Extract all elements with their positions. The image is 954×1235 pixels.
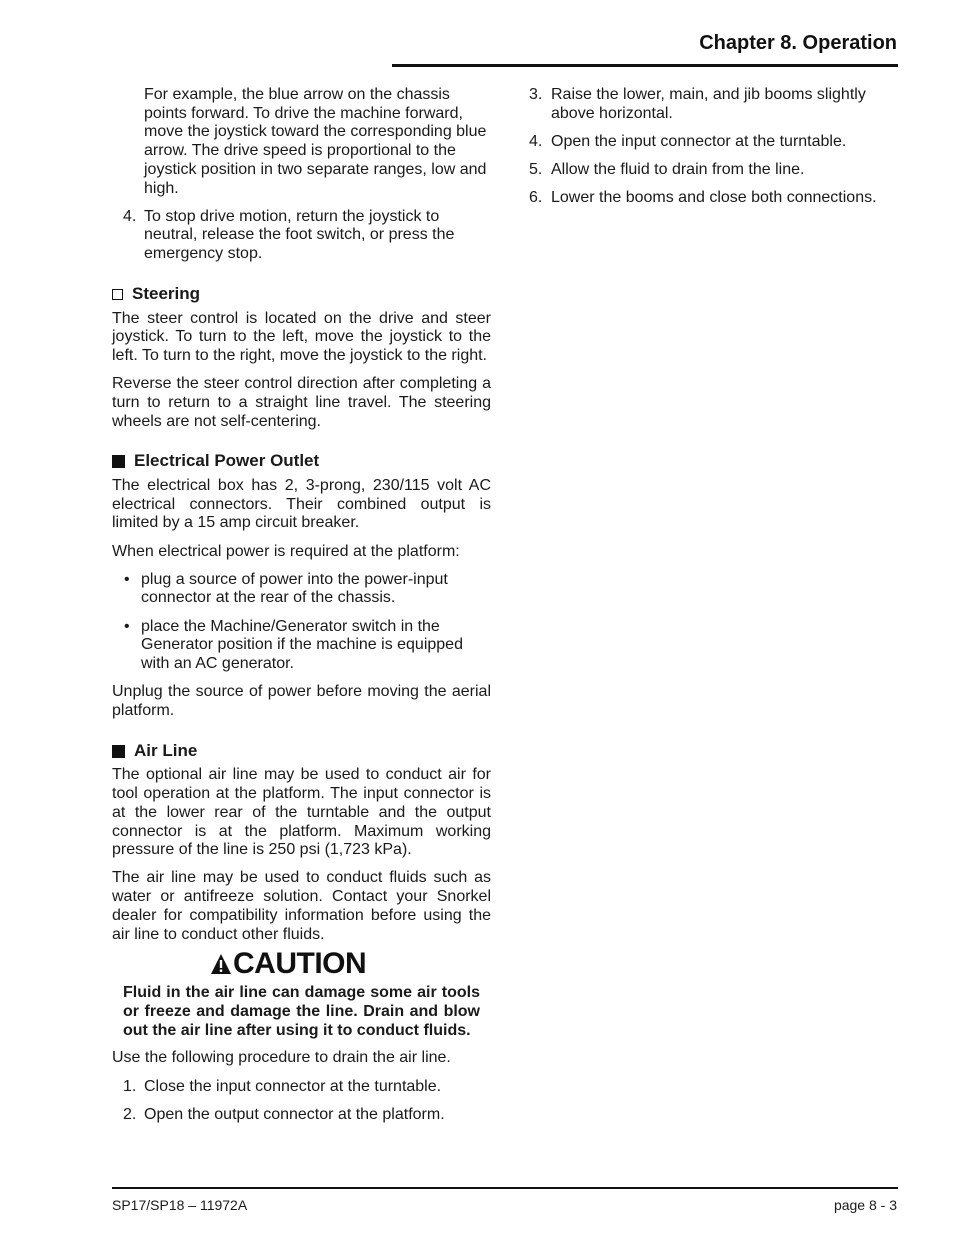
square-bullet-icon <box>112 455 125 468</box>
page-number: page 8 - 3 <box>833 1197 897 1213</box>
step-text: Close the input connector at the turntable. <box>144 1077 442 1095</box>
step-text: Lower the booms and close both connections. <box>551 189 877 207</box>
caution-text: Fluid in the air line can damage some air tools or freeze and damage the line. Drain and blow out the air line after using it to conduct fluids. <box>123 984 480 1039</box>
bullet-icon: • <box>124 617 130 635</box>
right-column <box>529 86 899 218</box>
heading-label: Air Line <box>134 740 198 760</box>
step-number: 6. <box>529 189 543 207</box>
heading-label: Steering <box>132 283 201 303</box>
checkbox-icon <box>112 289 123 300</box>
drive-intro-paragraph: For example, the blue arrow on the chassis points forward. To drive the machine forward, move the joystick toward the corresponding blue arrow. The drive speed is proportional to the joystick position in two separate ranges, low and high. <box>144 86 487 197</box>
heading-label: Electrical Power Outlet <box>134 451 320 471</box>
drain-step <box>529 161 899 180</box>
drain-step <box>529 86 899 123</box>
air-line-heading <box>112 742 491 761</box>
outlet-paragraph-3: Unplug the source of power before moving the aerial platform. <box>112 683 491 719</box>
header-rule <box>392 64 898 67</box>
outlet-paragraph-2: When electrical power is required at the platform: <box>112 542 460 560</box>
air-line-paragraph-2: The air line may be used to conduct fluids such as water or antifreeze solution. Contact your Snorkel dealer for compatibility information before using the air line to conduct other fluids. <box>112 869 491 943</box>
air-line-paragraph-1: The optional air line may be used to conduct air for tool operation at the platform. The input connector is at the lower rear of the turntable and the output connector is at the platform. Maximum working pressure of the line is 250 psi (1,723 kPa). <box>112 766 491 859</box>
list-item-text: place the Machine/Generator switch in the Generator position if the machine is equipped with an AC generator. <box>141 617 463 673</box>
drain-step <box>529 133 899 152</box>
drain-step <box>529 189 899 208</box>
step-number: 1. <box>123 1077 137 1095</box>
step-text: Allow the fluid to drain from the line. <box>551 161 805 179</box>
list-item <box>112 618 491 674</box>
warning-triangle-icon <box>210 953 232 975</box>
electrical-outlet-heading <box>112 452 491 471</box>
drain-step <box>112 1106 491 1125</box>
step-number: 3. <box>529 86 543 103</box>
step-text: Open the input connector at the turntable. <box>551 132 847 150</box>
square-bullet-icon <box>112 745 125 758</box>
step-number: 2. <box>123 1105 137 1123</box>
caution-word: CAUTION <box>233 946 367 980</box>
chapter-title: Chapter 8. Operation <box>699 32 897 54</box>
steering-heading <box>112 285 491 304</box>
step-text: To stop drive motion, return the joystick to neutral, release the foot switch, or press the emergency stop. <box>144 207 455 263</box>
left-column <box>112 86 491 1134</box>
outlet-paragraph-1: The electrical box has 2, 3-prong, 230/115 volt AC electrical connectors. Their combined output is limited by a 15 amp circuit breaker. <box>112 476 491 532</box>
bullet-icon: • <box>124 570 130 588</box>
step-text: Raise the lower, main, and jib booms slightly above horizontal. <box>551 86 866 122</box>
steering-paragraph-2: Reverse the steer control direction after completing a turn to return to a straight line travel. The steering wheels are not self-centering. <box>112 375 491 430</box>
step-text: Open the output connector at the platform. <box>144 1105 445 1123</box>
footer-rule <box>112 1187 898 1189</box>
caution-banner <box>112 948 491 980</box>
steering-paragraph-1: The steer control is located on the drive and steer joystick. To turn to the left, move the joystick to the left. To turn to the right, move the joystick to the right. <box>112 309 491 364</box>
step-number: 5. <box>529 161 543 179</box>
list-item <box>112 571 491 608</box>
drain-step <box>112 1078 491 1097</box>
step-4 <box>112 208 491 264</box>
list-item-text: plug a source of power into the power-input connector at the rear of the chassis. <box>141 570 448 607</box>
drain-intro: Use the following procedure to drain the air line. <box>112 1049 451 1067</box>
step-number: 4. <box>123 207 137 225</box>
step-number: 4. <box>529 132 543 150</box>
document-id: SP17/SP18 – 11972A <box>112 1197 248 1213</box>
